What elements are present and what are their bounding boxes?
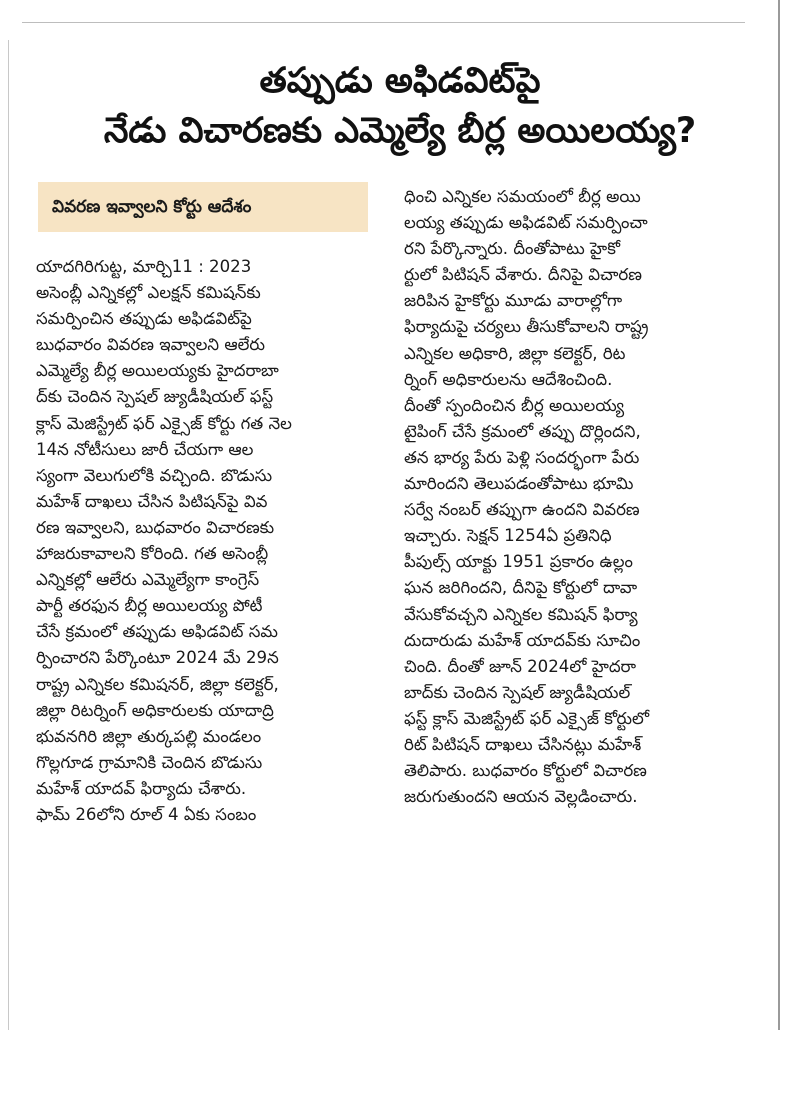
- article-line: మహేశ్ యాదవ్ ఫిర్యాదు చేశారు.: [36, 778, 247, 798]
- headline: [30, 56, 770, 156]
- article-line: తెలిపారు. బుధవారం కోర్టులో విచారణ: [404, 761, 647, 781]
- article-line: ధించి ఎన్నికల సమయంలో బీర్ల అయి: [404, 187, 641, 206]
- article-line: రని పేర్కొన్నారు. దీంతోపాటు హైకో: [404, 239, 621, 259]
- article-line: లయ్య తప్పుడు అఫిడవిట్ సమర్పించా: [404, 213, 648, 233]
- article-line: పీపుల్స్ యాక్టు 1951 ప్రకారం ఉల్లం: [404, 552, 633, 572]
- article-line: స్యంగా వెలుగులోకి వచ్చింది. బొడుసు: [36, 465, 273, 485]
- article-line: అసెంబ్లీ ఎన్నికల్లో ఎలక్షన్ కమిషన్‌కు: [36, 283, 261, 303]
- article-line: చింది. దీంతో జూన్ 2024లో హైదరా: [404, 656, 637, 676]
- article-line: పార్టీ తరఫున బీర్ల అయిలయ్య పోటీ: [36, 596, 263, 616]
- article-line: జరుగుతుందని ఆయన వెల్లడించారు.: [404, 787, 638, 807]
- article-line: ద్‌కు చెందిన స్పెషల్ జ్యుడీషియల్ ఫస్ట్: [36, 387, 274, 407]
- article-line: దీంతో స్పందించిన బీర్ల అయిలయ్య: [404, 395, 625, 415]
- headline-line-1: తప్పుడు అఫిడవిట్‌పై: [259, 61, 541, 101]
- article-left-column: [36, 254, 376, 828]
- article-line: రిట్ పిటిషన్ దాఖలు చేసినట్లు మహేశ్: [404, 734, 642, 754]
- article-line: బాద్‌కు చెందిన స్పెషల్ జ్యుడీషియల్: [404, 682, 631, 702]
- article-line: 14న నోటీసులు జారీ చేయగా ఆల: [36, 439, 254, 459]
- article-line: జిల్లా రిటర్నింగ్ అధికారులకు యాదాద్రి: [36, 700, 274, 720]
- article-line: ఫామ్ 26లోని రూల్ 4 ఏకు సంబం: [36, 804, 257, 824]
- article-line: బుధవారం వివరణ ఇవ్వాలని ఆలేరు: [36, 335, 265, 355]
- article-line: ఫిర్యాదుపై చర్యలు తీసుకోవాలని రాష్ట్ర: [404, 317, 649, 337]
- article-line: యాదగిరిగుట్ట, మార్చి11 : 2023: [36, 257, 252, 276]
- article-line: దుదారుడు మహేశ్ యాదవ్‌కు సూచిం: [404, 630, 641, 650]
- left-column-rule: [8, 40, 9, 1030]
- article-line: చేసే క్రమంలో తప్పుడు అఫిడవిట్ సమ: [36, 622, 278, 642]
- article-line: తన భార్య పేరు పెళ్లి సందర్భంగా పేరు: [404, 447, 640, 467]
- article-line: మారిందని తెలుపడంతోపాటు భూమి: [404, 474, 634, 494]
- article-line: జరిపిన హైకోర్టు మూడు వారాల్లోగా: [404, 291, 623, 311]
- article-line: ఘన జరిగిందని, దీనిపై కోర్టులో దావా: [404, 578, 638, 598]
- article-line: టైపింగ్ చేసే క్రమంలో తప్పు దొర్లిందని,: [404, 421, 641, 441]
- article-line: రాష్ట్ర ఎన్నికల కమిషనర్, జిల్లా కలెక్టర్,: [36, 674, 279, 694]
- top-rule: [22, 22, 745, 23]
- subheading-text: వివరణ ఇవ్వాలని కోర్టు ఆదేశం: [52, 197, 252, 217]
- article-line: మహేశ్ దాఖలు చేసిన పిటిషన్‌పై వివ: [36, 491, 268, 511]
- article-line: సర్వే నంబర్ తప్పుగా ఉందని వివరణ: [404, 500, 640, 520]
- article-line: సమర్పించిన తప్పుడు అఫిడవిట్‌పై: [36, 309, 252, 329]
- subheading-box: [38, 182, 368, 232]
- article-line: వేసుకోవచ్చని ఎన్నికల కమిషన్ ఫిర్యా: [404, 604, 638, 624]
- article-line: ఎమ్మెల్యే బీర్ల అయిలయ్యకు హైదరాబా: [36, 361, 279, 381]
- article-right-column: [404, 184, 744, 810]
- article-line: హాజరుకావాలని కోరింది. గత అసెంబ్లీ: [36, 544, 269, 564]
- article-line: ర్పించారని పేర్కొంటూ 2024 మే 29న: [36, 648, 279, 668]
- article-line: ర్టులో పిటిషన్ వేశారు. దీనిపై విచారణ: [404, 265, 642, 285]
- article-line: క్లాస్ మెజిస్ట్రేట్ ఫర్ ఎక్సైజ్ కోర్టు గత నెల: [36, 413, 292, 433]
- article-line: ఎన్నికల అధికారి, జిల్లా కలెక్టర్, రిట: [404, 343, 626, 363]
- article-line: గొల్లగూడ గ్రామానికి చెందిన బొడుసు: [36, 752, 263, 772]
- article-line: ర్నింగ్ అధికారులను ఆదేశించింది.: [404, 369, 613, 389]
- page-edge-rule: [778, 0, 780, 1030]
- article-line: భువనగిరి జిల్లా తుర్కపల్లి మండలం: [36, 726, 262, 746]
- article-line: రణ ఇవ్వాలని, బుధవారం విచారణకు: [36, 517, 275, 537]
- article-line: ఇచ్చారు. సెక్షన్ 1254ఏ ప్రతినిధి: [404, 526, 612, 546]
- article-line: ఎన్నికల్లో ఆలేరు ఎమ్మెల్యేగా కాంగ్రెస్: [36, 570, 260, 590]
- article-line: ఫస్ట్ క్లాస్ మెజిస్ట్రేట్ ఫర్ ఎక్సైజ్ కోర్టులో: [404, 708, 650, 728]
- headline-line-2: నేడు విచారణకు ఎమ్మెల్యే బీర్ల అయిలయ్య?: [103, 111, 697, 151]
